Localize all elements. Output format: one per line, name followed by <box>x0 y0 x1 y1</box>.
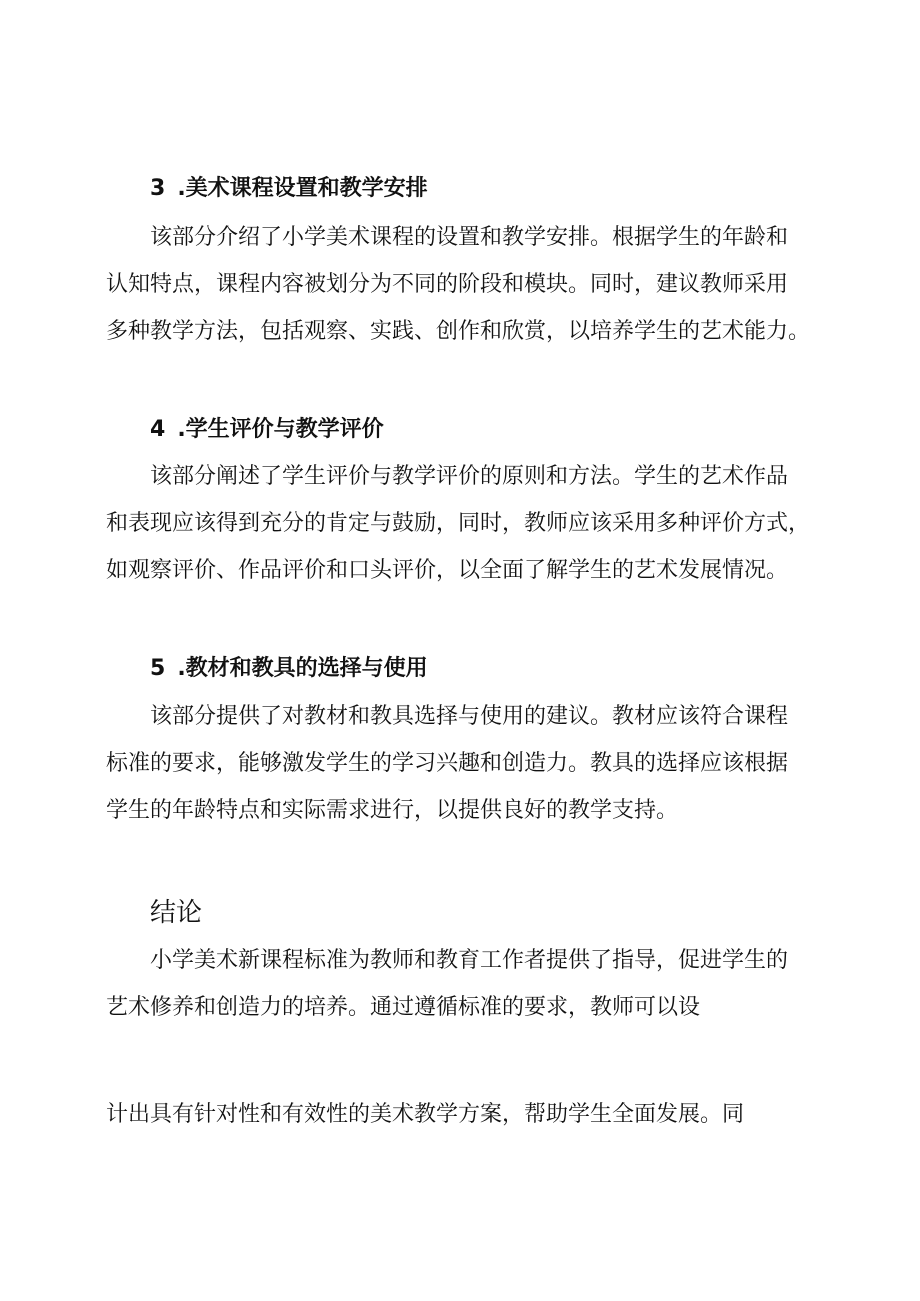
paragraph-line: 多种教学方法，包括观察、实践、创作和欣赏，以培养学生的艺术能力。 <box>106 319 811 344</box>
section-paragraph-3 <box>106 214 836 355</box>
section-heading-5 <box>150 654 428 684</box>
paragraph-line: 学生的年龄特点和实际需求进行，以提供良好的教学支持。 <box>106 798 679 823</box>
section-number: 5 <box>150 656 166 681</box>
conclusion-paragraph <box>106 937 836 1031</box>
paragraph-line: 小学美术新课程标准为教师和教育工作者提供了指导，促进学生的 <box>150 948 789 973</box>
section-number: 3 <box>150 176 166 201</box>
section-paragraph-5 <box>106 693 836 834</box>
paragraph-line: 如观察评价、作品评价和口头评价，以全面了解学生的艺术发展情况。 <box>106 558 789 583</box>
section-heading-4 <box>150 415 384 445</box>
paragraph-line: 该部分阐述了学生评价与教学评价的原则和方法。学生的艺术作品 <box>150 464 789 489</box>
paragraph-line: 该部分提供了对教材和教具选择与使用的建议。教材应该符合课程 <box>150 704 789 729</box>
paragraph-line: 和表现应该得到充分的肯定与鼓励，同时，教师应该采用多种评价方式， <box>106 511 811 536</box>
paragraph-line: 该部分介绍了小学美术课程的设置和教学安排。根据学生的年龄和 <box>150 225 789 250</box>
paragraph-line: 认知特点，课程内容被划分为不同的阶段和模块。同时，建议教师采用 <box>106 272 789 297</box>
section-heading-3 <box>150 174 428 204</box>
section-paragraph-4 <box>106 453 836 594</box>
section-title: .教材和教具的选择与使用 <box>177 656 428 681</box>
conclusion-continuation: 计出具有针对性和有效性的美术教学方案，帮助学生全面发展。同 <box>106 1102 745 1127</box>
section-title: .学生评价与教学评价 <box>177 417 384 442</box>
paragraph-line: 艺术修养和创造力的培养。通过遵循标准的要求，教师可以设 <box>106 995 701 1020</box>
paragraph-line: 标准的要求，能够激发学生的学习兴趣和创造力。教具的选择应该根据 <box>106 751 789 776</box>
conclusion-title: 结论 <box>150 898 203 928</box>
section-number: 4 <box>150 417 166 442</box>
section-title: .美术课程设置和教学安排 <box>177 176 428 201</box>
